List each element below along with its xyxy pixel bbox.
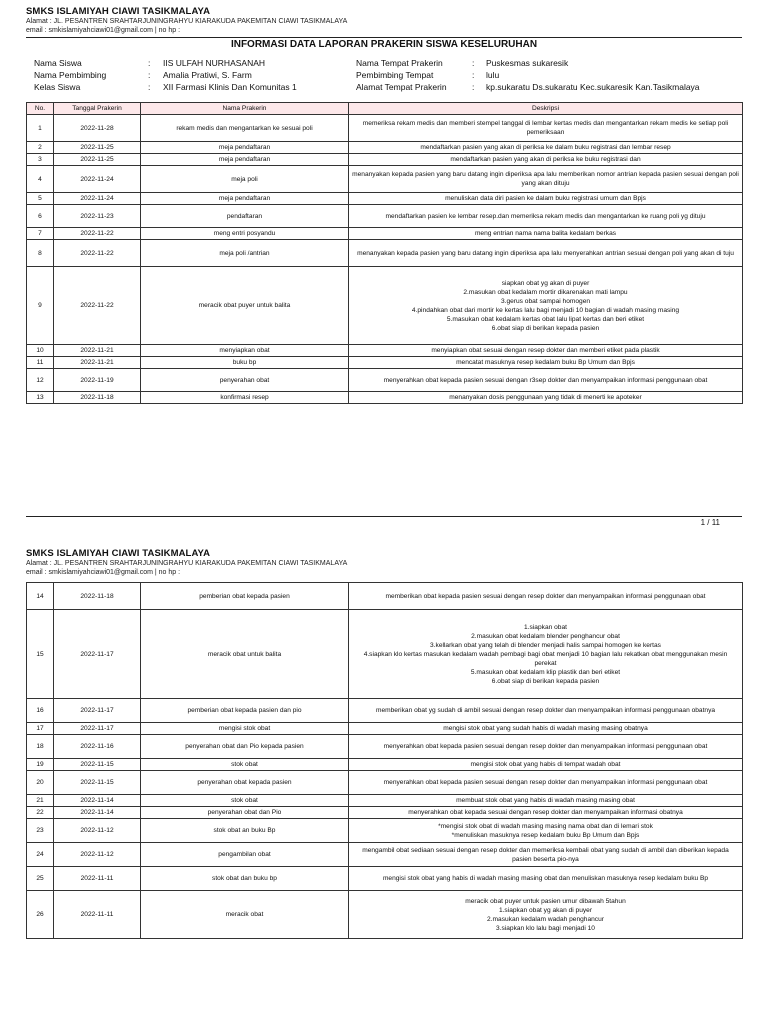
- row-number: 11: [27, 357, 54, 369]
- school-email: email : smkislamiyahciawi01@gmail.com | no hp :: [26, 569, 181, 576]
- row-date: 2022-11-15: [54, 771, 141, 795]
- row-activity-name: meracik obat: [141, 891, 349, 939]
- row-description: menyerahkan obat kepada pasien sesuai dengan r3sep dokter dan menyampaikan informasi penggunaan obat: [349, 369, 743, 392]
- row-date: 2022-11-24: [54, 166, 141, 193]
- row-number: 10: [27, 345, 54, 357]
- row-number: 2: [27, 142, 54, 154]
- row-activity-name: menyiapkan obat: [141, 345, 349, 357]
- row-description: meracik obat puyer untuk pasien umur dibawah 5tahun 1.siapkan obat yg akan di puyer 2.masukan kedalam wadah penghancur 3.siapkan klo lalu bagi menjadi 10: [349, 891, 743, 939]
- row-number: 4: [27, 166, 54, 193]
- row-number: 20: [27, 771, 54, 795]
- row-activity-name: stok obat: [141, 759, 349, 771]
- row-activity-name: meja pendaftaran: [141, 193, 349, 205]
- table-row: [27, 115, 743, 142]
- row-description: mendaftarkan pasien yang akan di periksa ke buku registrasi dan: [349, 154, 743, 166]
- table-row: [27, 369, 743, 392]
- table-row: [27, 166, 743, 193]
- row-description: meng entrian nama nama balita kedalam berkas: [349, 228, 743, 240]
- table-row: [27, 759, 743, 771]
- info-label: Nama Pembimbing: [34, 70, 107, 80]
- row-activity-name: penyerahan obat: [141, 369, 349, 392]
- row-activity-name: pendaftaran: [141, 205, 349, 228]
- row-description: mengambil obat sediaan sesuai dengan resep dokter dan memeriksa kembali obat yang sudah di ambil dan diberikan kepada pasien beserta pio-nya: [349, 843, 743, 867]
- row-description: menyiapkan obat sesuai dengan resep dokter dan memberi etiket pada plastik: [349, 345, 743, 357]
- row-activity-name: pemberian obat kepada pasien: [141, 583, 349, 610]
- table-row: [27, 392, 743, 404]
- row-date: 2022-11-17: [54, 699, 141, 723]
- row-number: 7: [27, 228, 54, 240]
- row-date: 2022-11-28: [54, 115, 141, 142]
- row-number: 16: [27, 699, 54, 723]
- row-description: *mengisi stok obat di wadah masing masing nama obat dan di lemari stok *menuliskan masuknya resep kedalam buku Bp Umum dan Bpjs: [349, 819, 743, 843]
- row-description: membuat stok obat yang habis di wadah masing masing obat: [349, 795, 743, 807]
- row-date: 2022-11-11: [54, 867, 141, 891]
- row-description: memberikan obat yg sudah di ambil sesuai dengan resep dokter dan menyampaikan informasi penggunaan obatnya: [349, 699, 743, 723]
- table-row: [27, 228, 743, 240]
- row-activity-name: penyerahan obat kepada pasien: [141, 771, 349, 795]
- table-row: [27, 771, 743, 795]
- school-email: email : smkislamiyahciawi01@gmail.com | no hp :: [26, 27, 181, 34]
- row-description: menyerahkan obat kepada pasien sesuai dengan resep dokter dan menyampaikan informasi penggunaan obat: [349, 735, 743, 759]
- info-value: XII Farmasi Klinis Dan Komunitas 1: [163, 82, 297, 92]
- col-header-desc: Deskripsi: [349, 103, 743, 115]
- page-1: [26, 6, 742, 98]
- table-row: [27, 735, 743, 759]
- school-address: Alamat : JL. PESANTREN SRAHTARJUNINGRAHYU KIARAKUDA PAKEMITAN CIAWI TASIKMALAYA: [26, 18, 348, 25]
- row-description: menanyakan kepada pasien yang baru datang ingin diperiksa apa lalu menyerahkan antrian sesuai dengan poli yang akan di tuju: [349, 240, 743, 267]
- table-row: [27, 193, 743, 205]
- row-date: 2022-11-12: [54, 819, 141, 843]
- row-activity-name: pemberian obat kepada pasien dan pio: [141, 699, 349, 723]
- info-value: kp.sukaratu Ds.sukaratu Kec.sukaresik Kan.Tasikmalaya: [486, 82, 700, 92]
- table-row: [27, 843, 743, 867]
- row-number: 19: [27, 759, 54, 771]
- row-date: 2022-11-16: [54, 735, 141, 759]
- row-activity-name: penyerahan obat dan Pio kepada pasien: [141, 735, 349, 759]
- row-date: 2022-11-18: [54, 392, 141, 404]
- row-number: 14: [27, 583, 54, 610]
- student-info: Nama Siswa : IIS ULFAH NURHASANAH Nama Tempat Prakerin : Puskesmas sukaresik Nama Pembimbing : Amalia Pratiwi, S. Farm Pembimbing Tempat : lulu Kelas Siswa : XII Farmasi Klinis Dan Komunitas 1 Alamat Tempat Prakerin : kp.sukaratu Ds.sukaratu Kec.sukaresik Kan.Tasikmalaya: [34, 58, 700, 92]
- row-activity-name: pengambilan obat: [141, 843, 349, 867]
- table-row: [27, 610, 743, 699]
- row-description: menuliskan data diri pasien ke dalam buku registrasi umum dan Bpjs: [349, 193, 743, 205]
- document-title: INFORMASI DATA LAPORAN PRAKERIN SISWA KESELURUHAN: [230, 39, 538, 50]
- row-number: 26: [27, 891, 54, 939]
- row-activity-name: penyerahan obat dan Pio: [141, 807, 349, 819]
- row-activity-name: meng entri posyandu: [141, 228, 349, 240]
- row-number: 12: [27, 369, 54, 392]
- row-date: 2022-11-21: [54, 357, 141, 369]
- row-date: 2022-11-11: [54, 891, 141, 939]
- info-label: Alamat Tempat Prakerin: [356, 82, 447, 92]
- row-description: mendaftarkan pasien ke lembar resep.dan memeriksa rekam medis dan mengantarkan ke ruang poli yg dituju: [349, 205, 743, 228]
- row-number: 13: [27, 392, 54, 404]
- row-date: 2022-11-14: [54, 807, 141, 819]
- row-activity-name: konfirmasi resep: [141, 392, 349, 404]
- table-row: [27, 795, 743, 807]
- row-date: 2022-11-25: [54, 154, 141, 166]
- row-activity-name: mengisi stok obat: [141, 723, 349, 735]
- row-description: mendaftarkan pasien yang akan di periksa ke dalam buku registrasi dan lembar resep: [349, 142, 743, 154]
- row-number: 25: [27, 867, 54, 891]
- row-activity-name: meja pendaftaran: [141, 142, 349, 154]
- row-number: 5: [27, 193, 54, 205]
- row-description: mengisi stok obat yang habis di tempat wadah obat: [349, 759, 743, 771]
- row-description: mengisi stok obat yang habis di wadah masing masing obat dan menuliskan masuknya resep kedalam buku Bp: [349, 867, 743, 891]
- row-description: menanyakan kepada pasien yang baru datang ingin diperiksa apa lalu memberikan nomor antrian kepada pasien sesuai dengan poli yang akan dituju: [349, 166, 743, 193]
- row-number: 22: [27, 807, 54, 819]
- table-row: [27, 583, 743, 610]
- row-activity-name: stok obat dan buku bp: [141, 867, 349, 891]
- info-value: Amalia Pratiwi, S. Farm: [163, 70, 252, 80]
- row-activity-name: meja poli /antrian: [141, 240, 349, 267]
- table-row: [27, 240, 743, 267]
- table-row: [27, 345, 743, 357]
- report-table-page-2: [26, 582, 742, 939]
- table-row: [27, 723, 743, 735]
- row-number: 23: [27, 819, 54, 843]
- row-date: 2022-11-23: [54, 205, 141, 228]
- table-row: [27, 819, 743, 843]
- row-description: menyerahkan obat kepada pasien sesuai dengan resep dokter dan menyampaikan informasi penggunaan obat: [349, 771, 743, 795]
- info-value: lulu: [486, 70, 500, 80]
- row-activity-name: meja poli: [141, 166, 349, 193]
- row-description: memeriksa rekam medis dan memberi stempel tanggal di lembar kertas medis dan mengantarkan rekam medis ke setiap poli pemeriksaan: [349, 115, 743, 142]
- page-2: [26, 548, 742, 577]
- table-row: [27, 154, 743, 166]
- page-number: 1 / 11: [700, 518, 720, 527]
- row-number: 15: [27, 610, 54, 699]
- row-number: 17: [27, 723, 54, 735]
- row-date: 2022-11-22: [54, 228, 141, 240]
- row-number: 8: [27, 240, 54, 267]
- school-name: SMKS ISLAMIYAH CIAWI TASIKMALAYA: [26, 548, 211, 559]
- info-label: Nama Siswa: [34, 58, 82, 68]
- row-activity-name: rekam medis dan mengantarkan ke sesuai poli: [141, 115, 349, 142]
- school-name: SMKS ISLAMIYAH CIAWI TASIKMALAYA: [26, 6, 211, 17]
- row-number: 21: [27, 795, 54, 807]
- info-label: Kelas Siswa: [34, 82, 81, 92]
- row-date: 2022-11-15: [54, 759, 141, 771]
- row-date: 2022-11-21: [54, 345, 141, 357]
- row-date: 2022-11-24: [54, 193, 141, 205]
- col-header-date: Tanggal Prakerin: [54, 103, 141, 115]
- row-description: 1.siapkan obat 2.masukan obat kedalam blender penghancur obat 3.kellarkan obat yang telah di blender menjadi halis sampai homogen ke kertas 4.siapkan klo kertas masukan kedalam wadah pembagi bagi obat menjadi 10 bagian lalu rekatkan obat menggunakan mesin perekat 5.masukan obat kedalam klip plastik dan beri etiket 6.obat siap di berikan kepada pasien: [349, 610, 743, 699]
- row-activity-name: meja pendaftaran: [141, 154, 349, 166]
- row-date: 2022-11-18: [54, 583, 141, 610]
- table-row: [27, 891, 743, 939]
- info-value: IIS ULFAH NURHASANAH: [163, 58, 266, 68]
- row-description: menanyakan dosis penggunaan yang tidak di menerti ke apoteker: [349, 392, 743, 404]
- row-number: 3: [27, 154, 54, 166]
- table-row: [27, 205, 743, 228]
- info-label: Nama Tempat Prakerin: [356, 58, 443, 68]
- table-row: [27, 267, 743, 345]
- row-date: 2022-11-12: [54, 843, 141, 867]
- school-address: Alamat : JL. PESANTREN SRAHTARJUNINGRAHYU KIARAKUDA PAKEMITAN CIAWI TASIKMALAYA: [26, 560, 348, 567]
- row-date: 2022-11-25: [54, 142, 141, 154]
- row-activity-name: buku bp: [141, 357, 349, 369]
- row-description: memberikan obat kepada pasien sesuai dengan resep dokter dan menyampaikan informasi penggunaan obat: [349, 583, 743, 610]
- row-description: menyerahkan obat kepada sesuai dengan resep dokter dan menyampaikan informasi obatnya: [349, 807, 743, 819]
- row-number: 24: [27, 843, 54, 867]
- row-description: siapkan obat yg akan di puyer 2.masukan obat kedalam mortir dikarenakan mati lampu 3.gerus obat sampai homogen 4.pindahkan obat dari mortir ke kertas lalu bagi menjadi 10 bagian di wadah masing masing 5.masukan obat kedalam kertas obat lalu lipat kertas dan beri etiket 6.obat siap di berikan kepada pasien: [349, 267, 743, 345]
- row-date: 2022-11-22: [54, 240, 141, 267]
- row-description: mengisi stok obat yang sudah habis di wadah masing masing obatnya: [349, 723, 743, 735]
- row-date: 2022-11-22: [54, 267, 141, 345]
- row-date: 2022-11-14: [54, 795, 141, 807]
- col-header-name: Nama Prakerin: [141, 103, 349, 115]
- row-activity-name: stok obat: [141, 795, 349, 807]
- info-value: Puskesmas sukaresik: [486, 58, 569, 68]
- table-row: [27, 807, 743, 819]
- table-row: [27, 357, 743, 369]
- table-row: [27, 142, 743, 154]
- row-activity-name: stok obat an buku Bp: [141, 819, 349, 843]
- row-activity-name: meracik obat untuk balita: [141, 610, 349, 699]
- row-number: 1: [27, 115, 54, 142]
- row-date: 2022-11-17: [54, 723, 141, 735]
- row-number: 9: [27, 267, 54, 345]
- row-date: 2022-11-19: [54, 369, 141, 392]
- row-number: 6: [27, 205, 54, 228]
- info-label: Pembimbing Tempat: [356, 70, 434, 80]
- row-activity-name: meracik obat puyer untuk balita: [141, 267, 349, 345]
- title-divider: [26, 37, 742, 38]
- row-date: 2022-11-17: [54, 610, 141, 699]
- table-row: [27, 867, 743, 891]
- row-number: 18: [27, 735, 54, 759]
- table-row: [27, 699, 743, 723]
- row-description: mencatat masuknya resep kedalam buku Bp Umum dan Bpjs: [349, 357, 743, 369]
- report-table-page-1: [26, 102, 742, 404]
- col-header-no: No.: [27, 103, 54, 115]
- page-footer-divider: [26, 516, 742, 517]
